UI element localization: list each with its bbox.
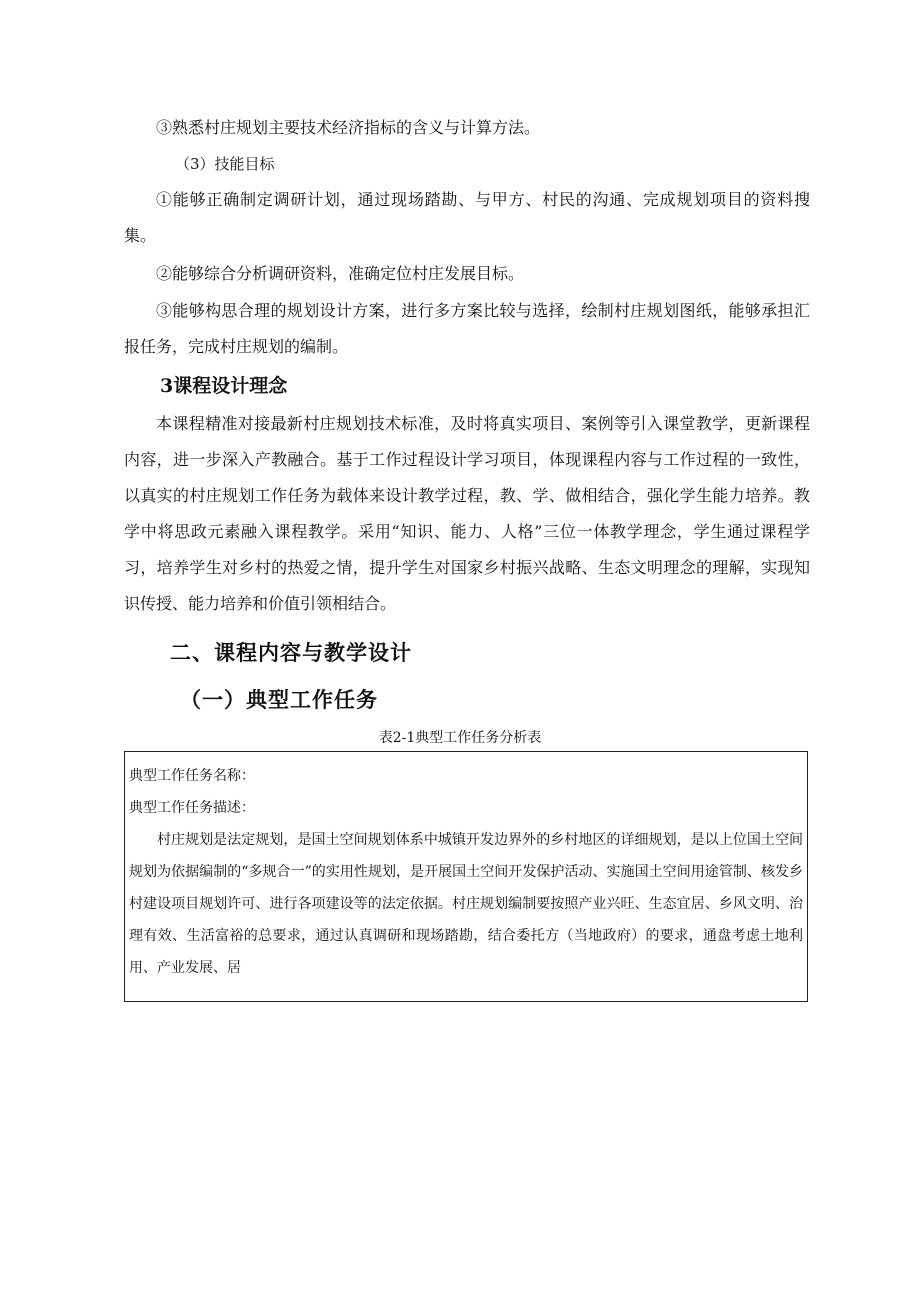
- task-description-label: 典型工作任务描述：: [129, 800, 255, 816]
- task-name-label: 典型工作任务名称：: [129, 768, 255, 784]
- skill-objective-item-3: ③能够构思合理的规划设计方案，进行多方案比较与选择，绘制村庄规划图纸，能够承担汇报任务，完成村庄规划的编制。: [124, 301, 810, 356]
- chapter-2-heading: 二、课程内容与教学设计: [170, 640, 412, 665]
- typical-tasks-heading: （一）典型工作任务: [180, 687, 378, 712]
- skill-objective-item-1: ①能够正确制定调研计划，通过现场踏勘、与甲方、村民的沟通、完成规划项目的资料搜集。: [124, 190, 810, 245]
- knowledge-objective-item-3: ③熟悉村庄规划主要技术经济指标的含义与计算方法。: [156, 118, 541, 137]
- task-analysis-table: [124, 751, 808, 1002]
- table-caption: 表2-1典型工作任务分析表: [378, 730, 542, 746]
- task-description-body: 村庄规划是法定规划，是国土空间规划体系中城镇开发边界外的乡村地区的详细规划，是以上位国土空间规划为依据编制的“多规合一”的实用性规划，是开展国土空间开发保护活动、实施国土空间用途管制、核发乡村建设项目规划许可、进行各项建设等的法定依据。村庄规划编制要按照产业兴旺、生态宜居、乡风文明、治理有效、生活富裕的总要求，通过认真调研和现场踏勘，结合委托方（当地政府）的要求，通盘考虑土地利用、产业发展、居: [129, 832, 803, 976]
- design-concept-heading: 3课程设计理念: [160, 375, 288, 397]
- skill-objectives-heading: （3）技能目标: [175, 155, 275, 173]
- skill-objective-item-2: ②能够综合分析调研资料，准确定位村庄发展目标。: [156, 264, 525, 283]
- design-concept-body: 本课程精准对接最新村庄规划技术标准，及时将真实项目、案例等引入课堂教学，更新课程内容，进一步深入产教融合。基于工作过程设计学习项目，体现课程内容与工作过程的一致性，以真实的村庄规划工作任务为载体来设计教学过程，教、学、做相结合，强化学生能力培养。教学中将思政元素融入课程教学。采用“知识、能力、人格”三位一体教学理念，学生通过课程学习，培养学生对乡村的热爱之情，提升学生对国家乡村振兴战略、生态文明理念的理解，实现知识传授、能力培养和价值引领相结合。: [124, 414, 810, 613]
